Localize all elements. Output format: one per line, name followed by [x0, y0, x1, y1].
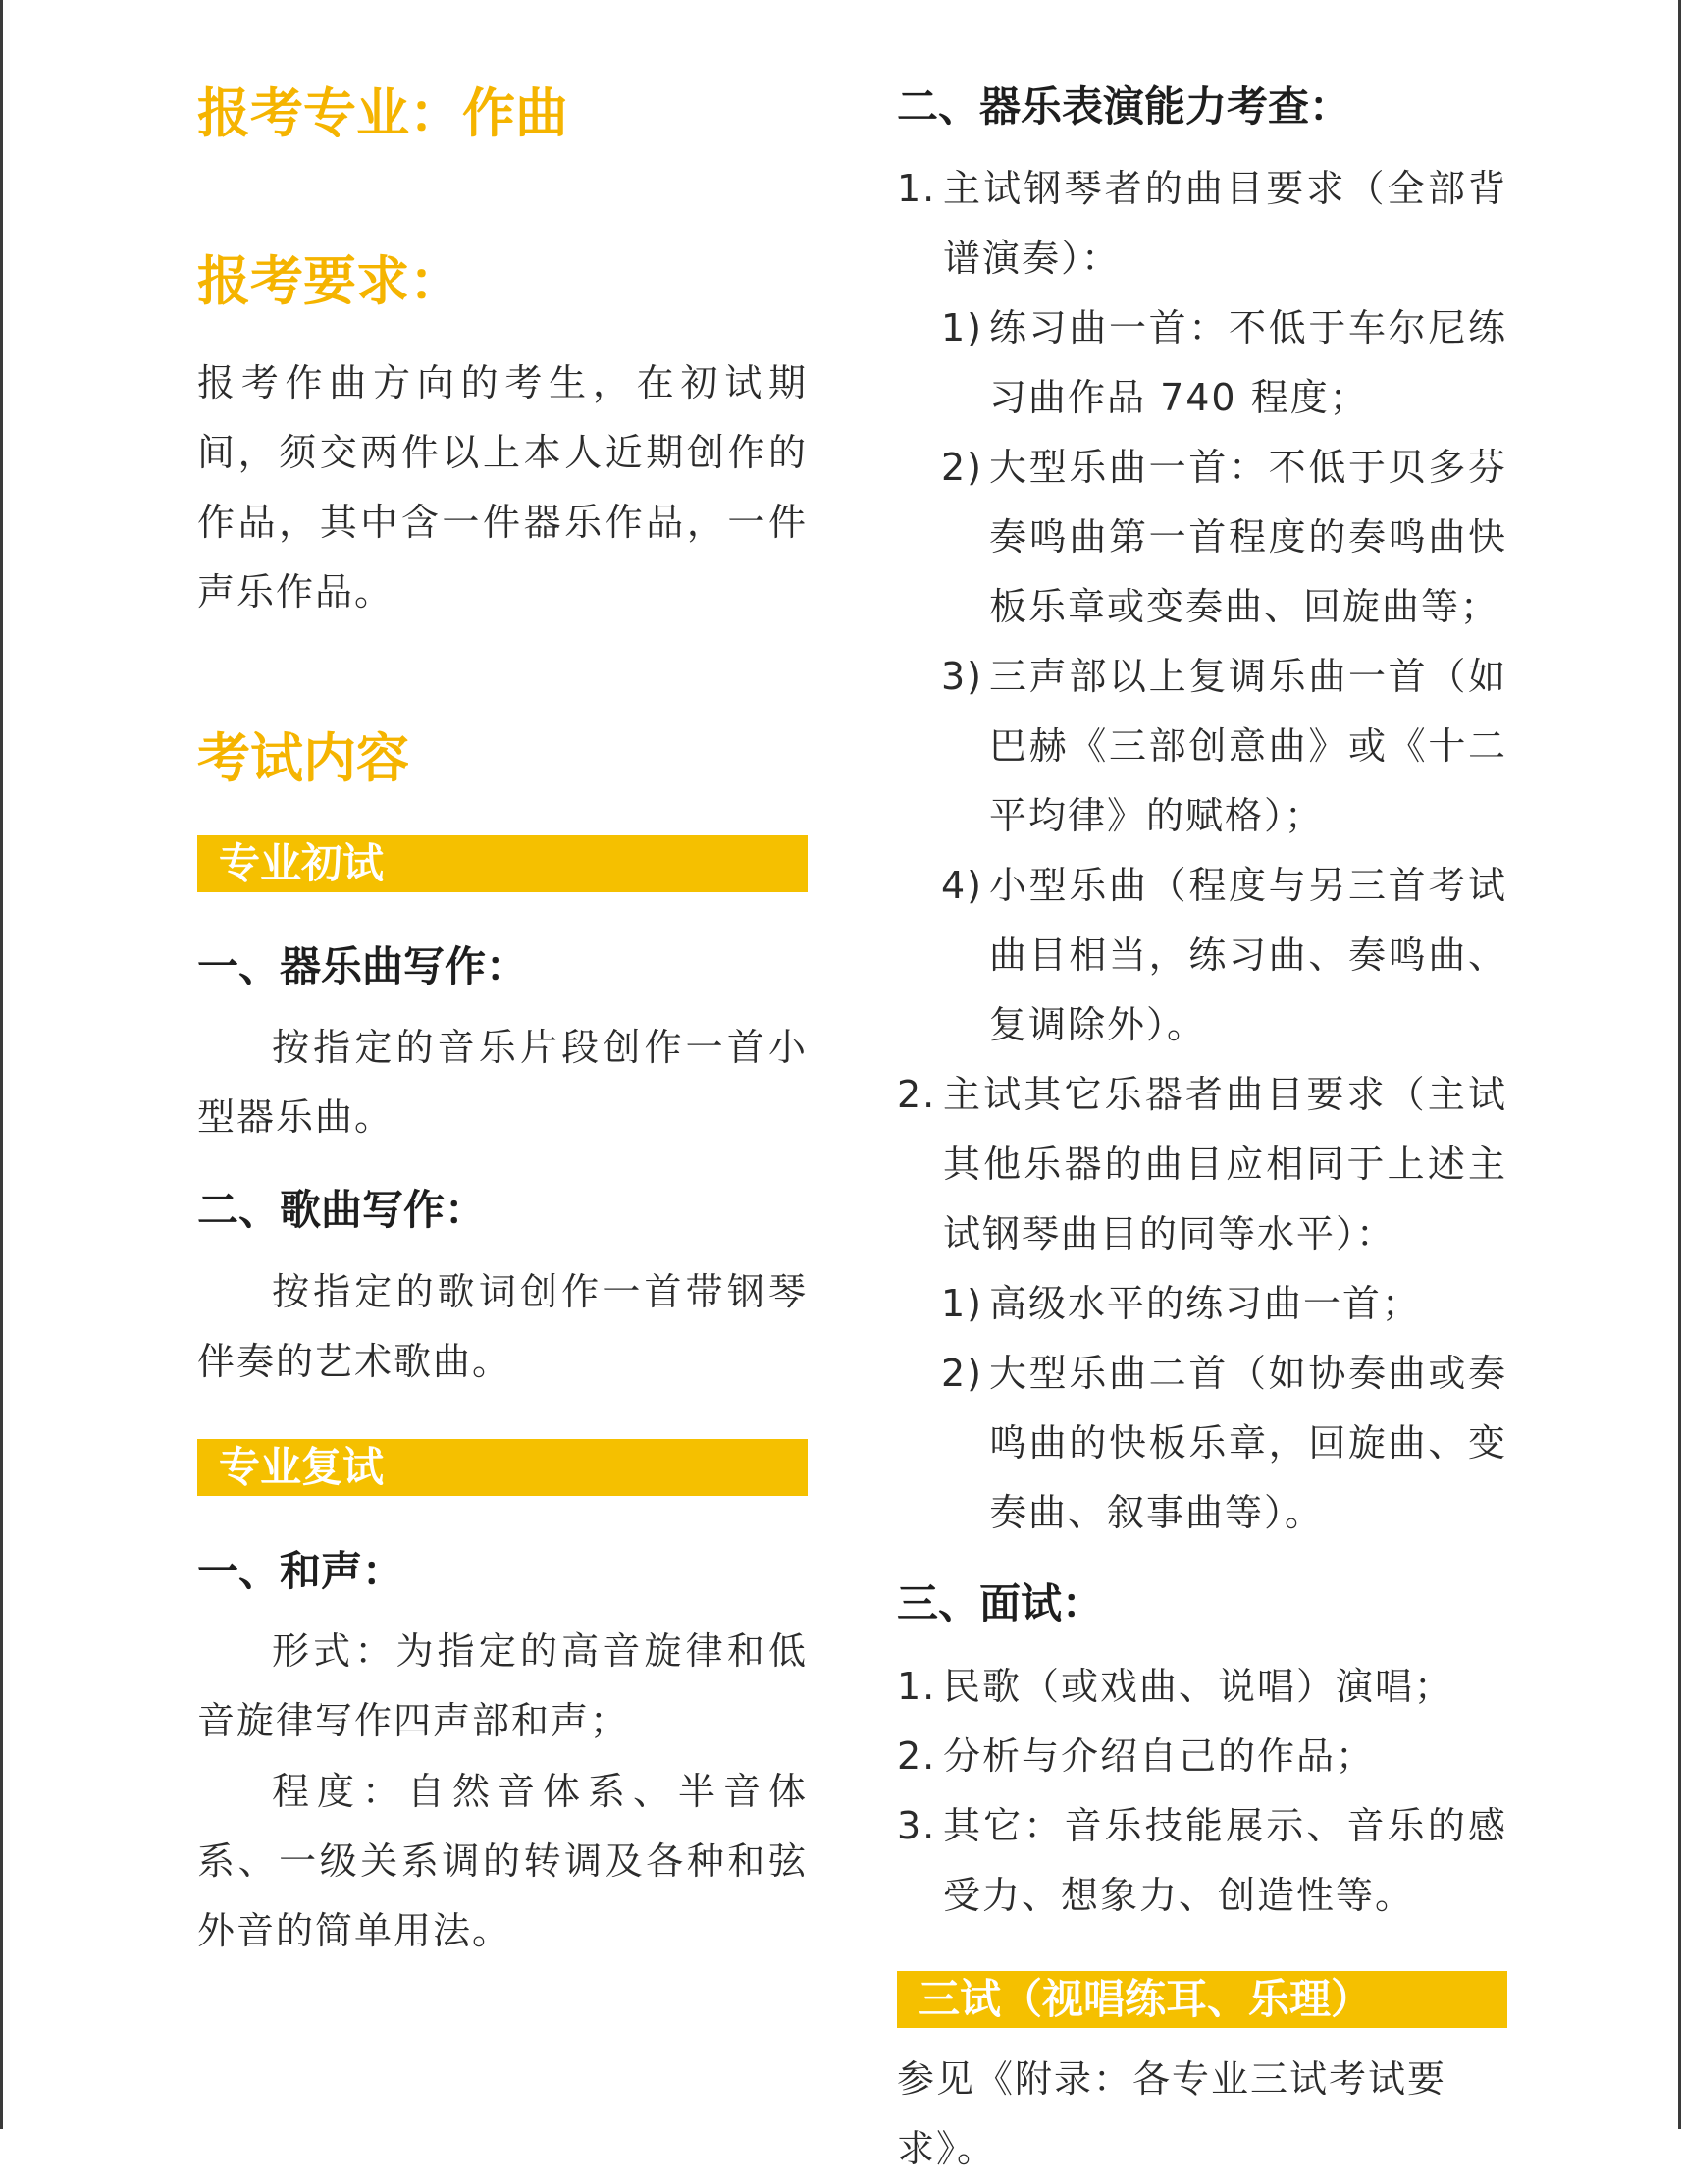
instrument-performance-title: 二、器乐表演能力考查：: [897, 82, 1351, 131]
harmony-title: 一、和声：: [197, 1547, 404, 1595]
requirements-title: 报考要求：: [197, 250, 462, 312]
list-item: [897, 1652, 1507, 1722]
list-item-text: 民歌（或戏曲、说唱）演唱；: [943, 1665, 1454, 1708]
list-item-number: 2): [941, 1352, 984, 1395]
third-exam-body: 参见《附录：各专业三试考试要求》。: [897, 2057, 1447, 2170]
list-item-number: 2.: [897, 1734, 937, 1778]
instrumental-writing-body: 按指定的音乐片段创作一首小型器乐曲。: [197, 1026, 808, 1139]
third-exam-bar: [897, 1971, 1507, 2028]
preliminary-exam-label: 专业初试: [219, 839, 385, 887]
instrumental-writing-title: 一、器乐曲写作：: [197, 942, 528, 990]
list-item: [897, 642, 1507, 851]
list-item: [897, 1722, 1507, 1791]
list-item-number: 1): [941, 306, 984, 349]
list-item-number: 2.: [897, 1073, 937, 1116]
list-item: [897, 293, 1507, 433]
list-item: [897, 1269, 1507, 1339]
list-item: [897, 1791, 1507, 1931]
list-item: [897, 154, 1507, 293]
list-item-number: 2): [941, 446, 984, 489]
list-item: [897, 1060, 1507, 1269]
third-exam-label: 三试（视唱练耳、乐理）: [919, 1975, 1373, 2023]
list-item: [897, 851, 1507, 1060]
list-item-text: 练习曲一首：不低于车尔尼练习曲作品 740 程度；: [989, 306, 1507, 419]
list-item-number: 3.: [897, 1804, 937, 1847]
list-item-text: 大型乐曲二首（如协奏曲或奏鸣曲的快板乐章，回旋曲、变奏曲、叙事曲等）。: [989, 1352, 1507, 1534]
list-item-text: 高级水平的练习曲一首；: [989, 1282, 1422, 1325]
list-item: [897, 433, 1507, 642]
list-item-number: 1.: [897, 167, 937, 210]
list-item-text: 其它：音乐技能展示、音乐的感受力、想象力、创造性等。: [943, 1804, 1507, 1917]
list-item-text: 三声部以上复调乐曲一首（如巴赫《三部创意曲》或《十二平均律》的赋格）；: [989, 655, 1507, 837]
harmony-level-body: 程度：自然音体系、半音体系、一级关系调的转调及各种和弦外音的简单用法。: [197, 1770, 808, 1952]
list-item-text: 主试钢琴者的曲目要求（全部背谱演奏）：: [943, 167, 1507, 280]
list-item-text: 小型乐曲（程度与另三首考试曲目相当，练习曲、奏鸣曲、复调除外）。: [989, 864, 1507, 1046]
harmony-form-body: 形式：为指定的高音旋律和低音旋律写作四声部和声；: [197, 1629, 808, 1742]
song-writing-title: 二、歌曲写作：: [197, 1186, 487, 1234]
retest-exam-label: 专业复试: [219, 1443, 385, 1491]
list-item-number: 3): [941, 655, 984, 698]
preliminary-exam-bar: [197, 835, 808, 892]
list-item-number: 1.: [897, 1665, 937, 1708]
song-writing-body: 按指定的歌词创作一首带钢琴伴奏的艺术歌曲。: [197, 1270, 808, 1383]
interview-title: 三、面试：: [897, 1579, 1104, 1627]
major-title: 报考专业：作曲: [197, 82, 568, 144]
list-item-number: 1): [941, 1282, 984, 1325]
retest-exam-bar: [197, 1439, 808, 1496]
exam-content-title: 考试内容: [197, 727, 409, 789]
performance-list: [897, 154, 1507, 1548]
page-edge-left: [0, 0, 3, 2129]
list-item-text: 分析与介绍自己的作品；: [943, 1734, 1376, 1778]
list-item-text: 大型乐曲一首：不低于贝多芬奏鸣曲第一首程度的奏鸣曲快板乐章或变奏曲、回旋曲等；: [989, 446, 1507, 628]
list-item-number: 4): [941, 864, 984, 907]
requirements-body: 报考作曲方向的考生，在初试期间，须交两件以上本人近期创作的作品，其中含一件器乐作品，一件声乐作品。: [197, 361, 808, 613]
interview-list: [897, 1652, 1507, 1931]
list-item: [897, 1339, 1507, 1548]
list-item-text: 主试其它乐器者曲目要求（主试其他乐器的曲目应相同于上述主试钢琴曲目的同等水平）：: [943, 1073, 1507, 1255]
